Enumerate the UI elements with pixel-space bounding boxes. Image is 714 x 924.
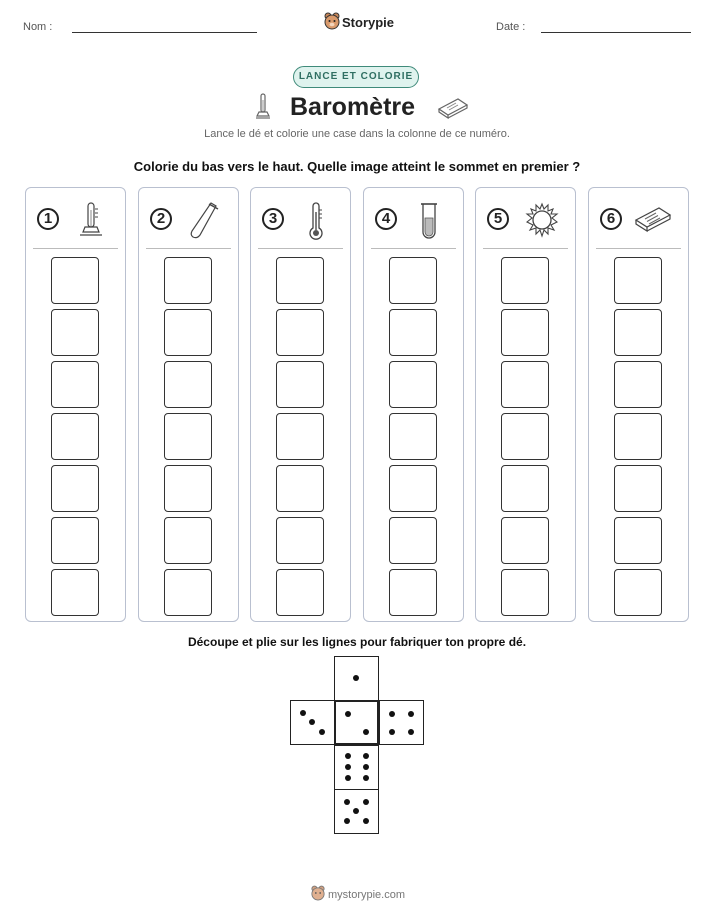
- color-cell[interactable]: [614, 413, 662, 460]
- thermometer-icon: [299, 200, 333, 240]
- color-cell[interactable]: [51, 465, 99, 512]
- column-6: [588, 187, 689, 622]
- column-number: 4: [375, 208, 397, 230]
- weather-station-icon: [633, 204, 673, 236]
- color-cell[interactable]: [389, 569, 437, 616]
- dice-pip: [344, 818, 350, 824]
- dice-pip: [389, 711, 395, 717]
- color-cell[interactable]: [389, 413, 437, 460]
- column-separator: [33, 248, 118, 249]
- color-cell[interactable]: [164, 361, 212, 408]
- barometer-icon: [253, 92, 273, 122]
- bear-logo-icon: [324, 12, 340, 30]
- column-number: 3: [262, 208, 284, 230]
- dice-pip: [408, 711, 414, 717]
- name-line[interactable]: [72, 32, 257, 33]
- color-cell[interactable]: [389, 257, 437, 304]
- title-left-icon: [253, 92, 273, 127]
- color-cell[interactable]: [614, 361, 662, 408]
- sun-icon: [524, 200, 560, 240]
- column-icon: [187, 200, 221, 245]
- column-icon: [633, 204, 673, 241]
- activity-badge: LANCE ET COLORIE: [293, 66, 419, 88]
- dice-face-6: [334, 745, 379, 790]
- dice-face-4: [379, 700, 424, 745]
- brand-logo: [324, 12, 340, 35]
- dice-pip: [345, 711, 351, 717]
- color-cell[interactable]: [501, 413, 549, 460]
- column-2: [138, 187, 239, 622]
- color-cell[interactable]: [614, 569, 662, 616]
- page-title: Baromètre: [290, 93, 416, 121]
- column-icon: [299, 200, 333, 245]
- dice-face-2: [334, 700, 379, 745]
- color-cell[interactable]: [51, 517, 99, 564]
- color-cell[interactable]: [389, 361, 437, 408]
- dice-pip: [363, 764, 369, 770]
- test-tube-icon: [412, 200, 446, 240]
- color-cell[interactable]: [276, 361, 324, 408]
- column-3: [250, 187, 351, 622]
- color-cell[interactable]: [501, 309, 549, 356]
- barometer-icon: [74, 200, 108, 240]
- color-cell[interactable]: [276, 569, 324, 616]
- footer-logo: [311, 885, 325, 906]
- weather-station-icon: [436, 95, 470, 119]
- color-cell[interactable]: [501, 465, 549, 512]
- dice-pip: [363, 753, 369, 759]
- color-cell[interactable]: [164, 569, 212, 616]
- column-4: [363, 187, 464, 622]
- column-separator: [596, 248, 681, 249]
- color-cell[interactable]: [389, 517, 437, 564]
- dice-pip: [345, 753, 351, 759]
- color-cell[interactable]: [501, 257, 549, 304]
- column-separator: [371, 248, 456, 249]
- dice-pip: [363, 775, 369, 781]
- dice-pip: [353, 675, 359, 681]
- color-cell[interactable]: [501, 361, 549, 408]
- instruction: Colorie du bas vers le haut. Quelle image atteint le sommet en premier ?: [133, 159, 581, 174]
- color-cell[interactable]: [614, 465, 662, 512]
- color-cell[interactable]: [276, 517, 324, 564]
- color-cell[interactable]: [501, 517, 549, 564]
- color-cell[interactable]: [389, 465, 437, 512]
- subtitle: Lance le dé et colorie une case dans la colonne de ce numéro.: [204, 128, 510, 140]
- dice-pip: [344, 799, 350, 805]
- dice-pip: [345, 775, 351, 781]
- column-icon: [74, 200, 108, 245]
- date-line[interactable]: [541, 32, 691, 33]
- dice-pip: [345, 764, 351, 770]
- color-cell[interactable]: [51, 361, 99, 408]
- color-cell[interactable]: [614, 257, 662, 304]
- color-cell[interactable]: [51, 257, 99, 304]
- dice-pip: [389, 729, 395, 735]
- cut-instruction: Découpe et plie sur les lignes pour fabriquer ton propre dé.: [187, 635, 527, 649]
- glass-tube-icon: [187, 200, 221, 240]
- dice-face-1: [334, 656, 379, 701]
- color-cell[interactable]: [276, 257, 324, 304]
- column-separator: [258, 248, 343, 249]
- date-label: Date :: [496, 21, 526, 33]
- dice-pip: [363, 818, 369, 824]
- color-cell[interactable]: [51, 413, 99, 460]
- title-right-icon: [436, 95, 470, 124]
- dice-pip: [309, 719, 315, 725]
- column-number: 1: [37, 208, 59, 230]
- column-number: 5: [487, 208, 509, 230]
- dice-pip: [353, 808, 359, 814]
- column-1: [25, 187, 126, 622]
- color-cell[interactable]: [51, 309, 99, 356]
- dice-face-3: [290, 700, 335, 745]
- dice-pip: [363, 799, 369, 805]
- column-number: 2: [150, 208, 172, 230]
- dice-pip: [300, 710, 306, 716]
- name-label: Nom :: [23, 21, 53, 33]
- color-cell[interactable]: [501, 569, 549, 616]
- color-cell[interactable]: [276, 465, 324, 512]
- color-cell[interactable]: [276, 309, 324, 356]
- color-cell[interactable]: [164, 465, 212, 512]
- dice-pip: [363, 729, 369, 735]
- column-number: 6: [600, 208, 622, 230]
- brand-name: Storypie: [342, 15, 395, 30]
- dice-pip: [408, 729, 414, 735]
- color-cell[interactable]: [164, 517, 212, 564]
- color-cell[interactable]: [389, 309, 437, 356]
- color-cell[interactable]: [51, 569, 99, 616]
- color-cell[interactable]: [164, 257, 212, 304]
- bear-logo-icon: [311, 885, 325, 901]
- column-5: [475, 187, 576, 622]
- column-icon: [524, 200, 560, 245]
- column-icon: [412, 200, 446, 245]
- footer-url: mystorypie.com: [328, 889, 406, 901]
- color-cell[interactable]: [276, 413, 324, 460]
- dice-pip: [319, 729, 325, 735]
- color-cell[interactable]: [614, 309, 662, 356]
- color-cell[interactable]: [164, 309, 212, 356]
- dice-face-5: [334, 789, 379, 834]
- color-cell[interactable]: [164, 413, 212, 460]
- color-cell[interactable]: [614, 517, 662, 564]
- column-separator: [146, 248, 231, 249]
- column-separator: [483, 248, 568, 249]
